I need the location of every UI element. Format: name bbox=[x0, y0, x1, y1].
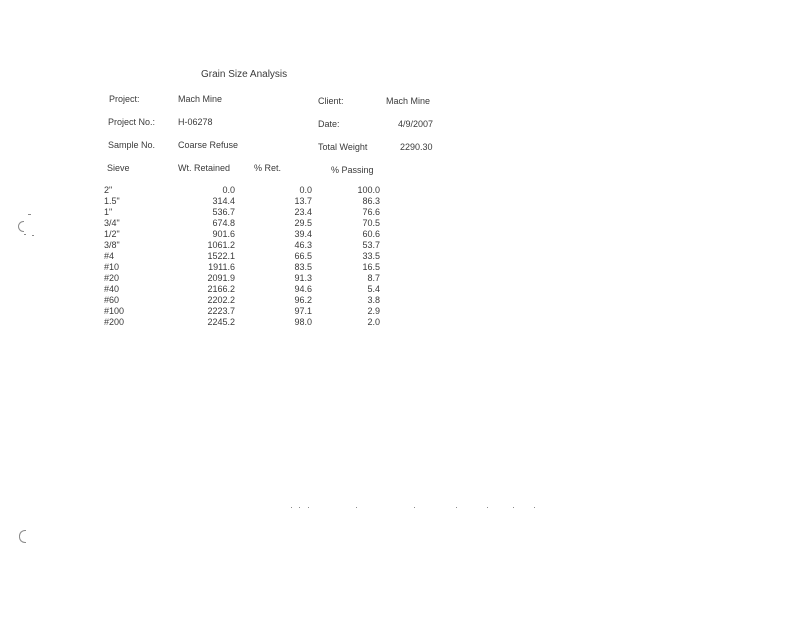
wt-retained-cell: 1522.1 bbox=[207, 251, 235, 261]
column-header-pct-passing: % Passing bbox=[331, 165, 374, 175]
pct-retained-cell: 29.5 bbox=[294, 218, 312, 228]
wt-retained-cell: 2091.9 bbox=[207, 273, 235, 283]
sieve-cell: #4 bbox=[104, 251, 115, 261]
table-row bbox=[0, 207, 800, 218]
sieve-cell: #100 bbox=[104, 306, 125, 316]
scan-speck bbox=[534, 507, 535, 508]
wt-retained-cell: 2202.2 bbox=[207, 295, 235, 305]
sieve-cell: #20 bbox=[104, 273, 120, 283]
pct-passing-cell: 16.5 bbox=[362, 262, 380, 272]
date-label: Date: bbox=[318, 119, 340, 129]
wt-retained-cell: 1911.6 bbox=[208, 262, 235, 272]
pct-retained-cell: 91.3 bbox=[294, 273, 312, 283]
column-header-wt-retained: Wt. Retained bbox=[178, 163, 231, 173]
sieve-cell: #40 bbox=[104, 284, 120, 294]
column-header-pct-retained: % Ret. bbox=[254, 163, 282, 173]
scan-speck bbox=[24, 234, 26, 235]
pct-retained-cell: 0.0 bbox=[299, 185, 312, 195]
project-value: Mach Mine bbox=[178, 94, 223, 104]
wt-retained-cell: 2166.2 bbox=[207, 284, 235, 294]
table-row bbox=[0, 317, 800, 328]
pct-passing-cell: 60.6 bbox=[362, 229, 380, 239]
table-row bbox=[0, 262, 800, 273]
wt-retained-cell: 1061.2 bbox=[207, 240, 235, 250]
table-row bbox=[0, 218, 800, 229]
table-row bbox=[0, 273, 800, 284]
wt-retained-cell: 2223.7 bbox=[207, 306, 235, 316]
pct-passing-cell: 2.9 bbox=[367, 306, 380, 316]
sample-no-value: Coarse Refuse bbox=[178, 140, 239, 150]
date-value: 4/9/2007 bbox=[398, 119, 434, 129]
pct-retained-cell: 97.1 bbox=[294, 306, 312, 316]
table-row bbox=[0, 240, 800, 251]
sieve-cell: 1/2" bbox=[104, 229, 120, 239]
client-value: Mach Mine bbox=[386, 96, 431, 106]
wt-retained-cell: 2245.2 bbox=[207, 317, 235, 327]
pct-passing-cell: 70.5 bbox=[362, 218, 380, 228]
sieve-cell: 2" bbox=[104, 185, 113, 195]
report-title: Grain Size Analysis bbox=[201, 69, 288, 80]
sieve-cell: #200 bbox=[104, 317, 125, 327]
scan-speck bbox=[291, 507, 292, 508]
client-label: Client: bbox=[318, 96, 344, 106]
wt-retained-cell: 674.8 bbox=[212, 218, 235, 228]
pct-retained-cell: 98.0 bbox=[294, 317, 312, 327]
table-row bbox=[0, 185, 800, 196]
scan-speck bbox=[28, 214, 31, 215]
pct-retained-cell: 46.3 bbox=[294, 240, 312, 250]
pct-retained-cell: 13.7 bbox=[294, 196, 312, 206]
scan-speck bbox=[487, 507, 488, 508]
project-no-value: H-06278 bbox=[178, 117, 213, 127]
scan-mark bbox=[19, 530, 26, 543]
total-weight-label: Total Weight bbox=[318, 142, 368, 152]
scan-speck bbox=[414, 507, 415, 508]
pct-retained-cell: 83.5 bbox=[294, 262, 312, 272]
pct-retained-cell: 39.4 bbox=[294, 229, 312, 239]
pct-passing-cell: 33.5 bbox=[362, 251, 380, 261]
pct-passing-cell: 5.4 bbox=[367, 284, 380, 294]
pct-retained-cell: 94.6 bbox=[294, 284, 312, 294]
sieve-cell: #60 bbox=[104, 295, 120, 305]
wt-retained-cell: 0.0 bbox=[222, 185, 235, 195]
project-no-label: Project No.: bbox=[108, 117, 156, 127]
pct-passing-cell: 8.7 bbox=[367, 273, 380, 283]
pct-passing-cell: 76.6 bbox=[362, 207, 380, 217]
scan-mark bbox=[18, 221, 24, 232]
total-weight-value: 2290.30 bbox=[400, 142, 433, 152]
scan-speck bbox=[513, 507, 514, 508]
sieve-cell: #10 bbox=[104, 262, 120, 272]
wt-retained-cell: 901.6 bbox=[212, 229, 235, 239]
pct-passing-cell: 86.3 bbox=[362, 196, 380, 206]
pct-retained-cell: 66.5 bbox=[294, 251, 312, 261]
pct-passing-cell: 2.0 bbox=[367, 317, 380, 327]
pct-passing-cell: 53.7 bbox=[362, 240, 380, 250]
project-label: Project: bbox=[109, 94, 140, 104]
scan-speck bbox=[32, 235, 34, 236]
wt-retained-cell: 536.7 bbox=[212, 207, 235, 217]
sample-no-label: Sample No. bbox=[108, 140, 156, 150]
sieve-cell: 3/8" bbox=[104, 240, 120, 250]
table-row bbox=[0, 251, 800, 262]
column-header-sieve: Sieve bbox=[107, 163, 130, 173]
table-row bbox=[0, 196, 800, 207]
scan-speck bbox=[356, 507, 357, 508]
sieve-cell: 1.5" bbox=[104, 196, 120, 206]
wt-retained-cell: 314.4 bbox=[212, 196, 235, 206]
pct-retained-cell: 96.2 bbox=[294, 295, 312, 305]
table-row bbox=[0, 284, 800, 295]
pct-passing-cell: 3.8 bbox=[367, 295, 380, 305]
scan-speck bbox=[299, 507, 300, 508]
table-row bbox=[0, 306, 800, 317]
scan-speck bbox=[456, 507, 457, 508]
pct-passing-cell: 100.0 bbox=[357, 185, 380, 195]
table-row bbox=[0, 295, 800, 306]
table-row bbox=[0, 229, 800, 240]
scan-speck bbox=[308, 507, 309, 508]
sieve-cell: 3/4" bbox=[104, 218, 120, 228]
pct-retained-cell: 23.4 bbox=[294, 207, 312, 217]
sieve-cell: 1" bbox=[104, 207, 113, 217]
